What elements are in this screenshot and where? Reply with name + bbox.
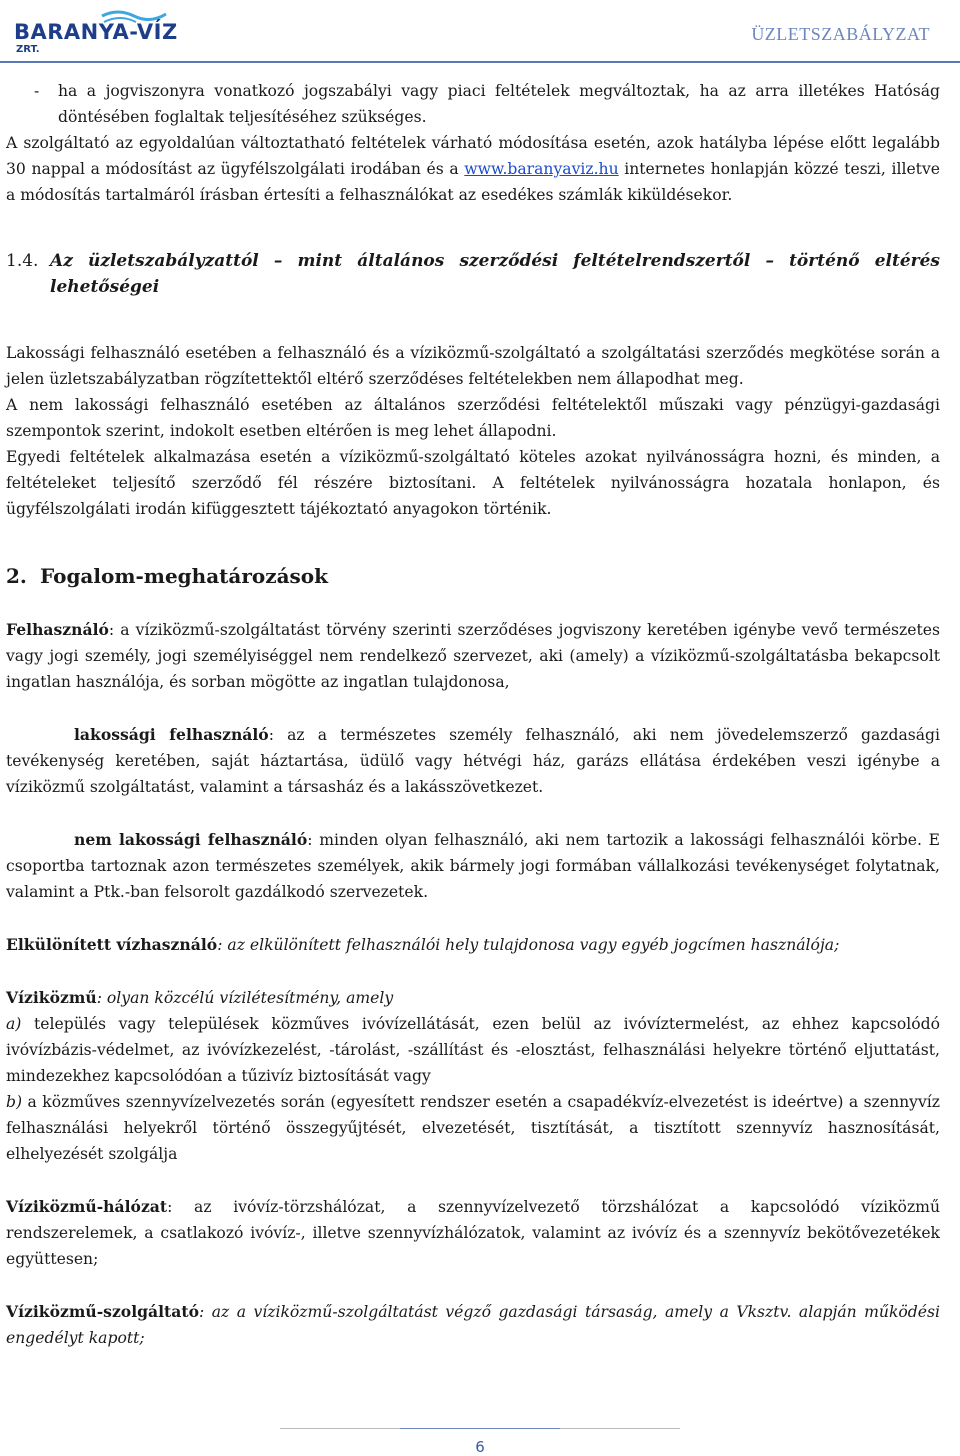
company-logo [8, 6, 178, 58]
definition-vizikozmu-b [6, 1089, 940, 1167]
header-divider [0, 61, 960, 63]
definition-text: : az ivóvíz-törzshálózat, a szennyvízelvezető törzshálózat a kapcsolódó víziközmű rendszerelemek, a csatlakozó ivóvíz-, illetve szennyvízhálózatok, valamint az ivóvíz és a szennyvíz bekötővezetékek együttesen; [6, 1198, 940, 1268]
paragraph: Egyedi feltételek alkalmazása esetén a víziközmű-szolgáltató köteles azokat nyilvánosságra hozni, és minden, a feltételeket teljesítő szerződő fél részére biztosítani. A feltételek nyilvánosságra hozatala honlapon, és ügyfélszolgálati irodán kifüggesztett tájékoztató anyagokon történik. [6, 448, 940, 518]
page-number: 6 [475, 1438, 485, 1456]
definition-text: : minden olyan felhasználó, aki nem tartozik a lakossági felhasználói körbe. E csoportba tartoznak azon természetes személyek, akik bármely jogi formában vállalkozási tevékenységet folytatnak, valamint a Ptk.-ban felsorolt gazdálkodó szervezetek. [6, 831, 940, 901]
bullet-item [6, 78, 940, 130]
section-number: 2. [6, 564, 27, 588]
definition-felhasznalo [6, 617, 940, 695]
page-header [0, 0, 960, 64]
paragraph-text: internetes honlapján közzé teszi, illetve a módosítás tartalmáról írásban értesíti a felhasználókat az esedékes számlák kiküldésekor. [6, 160, 940, 204]
definition-term: nem lakossági felhasználó [74, 830, 308, 849]
definition-nem-lakossagi [6, 827, 940, 905]
section-title: Az üzletszabályzattól – mint általános szerződési feltételrendszertől – történő eltérés lehetőségei [50, 251, 940, 297]
definition-text: : olyan közcélú vízilétesítmény, amely [96, 989, 394, 1007]
definition-text: : az a természetes személy felhasználó, aki nem jövedelemszerző gazdasági tevékenység keretében, saját háztartása, üdülő vagy hétvégi ház, garázs ellátása érdekében veszi igénybe a víziközmű szolgáltatást, valamint a társasház és a lakásszövetkezet. [6, 726, 941, 796]
document-body [6, 78, 940, 1351]
definition-text: település vagy települések közműves ivóvízellátását, ezen belül az ivóvíztermelést, az ehhez kapcsolódó ivóvízbázis-védelmet, az ivóvízkezelést, -tárolást, -szállítást és -elosztást, felhasználási helyekre történő eljuttatást, mindezekhez kapcsolódóan a tűzivíz biztosítását vagy [6, 1015, 940, 1085]
paragraph: A nem lakossági felhasználó esetében az általános szerződési feltételektől műszaki vagy pénzügyi-gazdasági szempontok szerint, indokolt esetben eltérően is meg lehet állapodni. [6, 396, 940, 440]
section-heading-2 [6, 562, 940, 590]
list-label: a) [6, 1015, 22, 1033]
section-heading-1-4 [6, 248, 940, 300]
definition-elkulonitett [6, 932, 940, 958]
definition-term: Víziközmű-hálózat [6, 1197, 168, 1216]
definition-term: Víziközmű [6, 988, 97, 1007]
definition-text: : az elkülönített felhasználói hely tulajdonosa vagy egyéb jogcímen használója; [217, 936, 840, 954]
footer-divider-accent [400, 1428, 560, 1429]
paragraph-modification [6, 130, 940, 208]
definition-vizikozmu [6, 985, 940, 1011]
paragraph-text: A szolgáltató az egyoldalúan változtatható feltételek várható módosítása esetén, azok hatályba lépése előtt legalább 30 nappal a módosítást az ügyfélszolgálati irodában és a [6, 134, 940, 178]
definition-text: a közműves szennyvízelvezetés során (egyesített rendszer esetén a csapadékvíz-elvezetést is ideértve) a szennyvíz felhasználási helyekről történő összegyűjtését, elvezetését, tisztítását, a tisztított szennyvíz hasznosítását, elhelyezését szolgálja [6, 1093, 940, 1163]
definition-term: Elkülönített vízhasználó [6, 935, 218, 954]
page-footer [0, 1420, 960, 1456]
definition-text: : az a víziközmű-szolgáltatást végző gazdasági társaság, amely a Vksztv. alapján működési engedélyt kapott; [6, 1303, 940, 1347]
list-label: b) [6, 1093, 23, 1111]
bullet-dash: - [34, 82, 40, 100]
logo-subtext: ZRT. [16, 44, 40, 55]
definition-term: Felhasználó [6, 620, 109, 639]
definition-text: : a víziközmű-szolgáltatást törvény szerinti szerződéses jogviszony keretében igénybe vevő természetes vagy jogi személy, jogi személyiséggel nem rendelkező szervezet, aki (amely) a víziközmű-szolgáltatásba bekapcsolt ingatlan használója, és sorban mögötte az ingatlan tulajdonosa, [6, 621, 940, 691]
bullet-text: ha a jogviszonyra vonatkozó jogszabályi vagy piaci feltételek megváltoztak, ha az arra illetékes Hatóság döntésében foglaltak teljesítéséhez szükséges. [58, 82, 940, 126]
definition-term: lakossági felhasználó [74, 725, 269, 744]
definition-term: Víziközmű-szolgáltató [6, 1302, 199, 1321]
section-number: 1.4. [6, 251, 39, 271]
document-title: ÜZLETSZABÁLYZAT [751, 24, 930, 44]
definition-vizikozmu-a [6, 1011, 940, 1089]
definition-lakossagi [6, 722, 940, 800]
definition-szolgaltato [6, 1299, 940, 1351]
logo-text: BARANYA-VÍZ [14, 20, 178, 44]
definition-halozat [6, 1194, 940, 1272]
section-title: Fogalom-meghatározások [40, 564, 329, 588]
website-link[interactable]: www.baranyaviz.hu [464, 160, 619, 178]
paragraph: Lakossági felhasználó esetében a felhasználó és a víziközmű-szolgáltató a szolgáltatási szerződés megkötése során a jelen üzletszabályzatban rögzítettektől eltérő szerződéses feltételekben nem állapodhat meg. [6, 344, 940, 388]
